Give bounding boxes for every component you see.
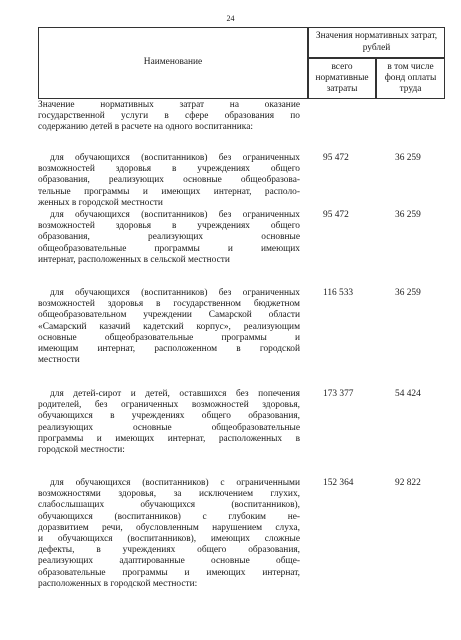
row-total: 152 364 [323, 478, 354, 488]
row-line: возможностями здоровья, за исключением глухих, [38, 489, 300, 500]
header-values: Значения нормативных затрат, рублей [308, 27, 445, 58]
row-line: программы и имеющих интернат, расположенных в [38, 433, 300, 444]
row-wage: 54 424 [395, 389, 421, 399]
row-wage: 36 259 [395, 288, 421, 298]
row-name [38, 210, 300, 266]
row-line: городской местности: [38, 445, 125, 456]
row-line: имеющим интернат, расположенном в городской [38, 344, 300, 355]
header-name: Наименование [38, 27, 308, 99]
row-line: для обучающихся (воспитанников) без ограниченных [50, 210, 300, 220]
row-line: и обучающихся (воспитанников), имеющих сложные [38, 534, 300, 545]
row-line: для обучающихся (воспитанников) без ограниченных [50, 288, 300, 298]
row-line: дефекты, в учреждениях общего образования, [38, 545, 300, 556]
row-line: обучающихся (воспитанников) с глубоким не- [38, 511, 300, 522]
row-line: доразвитием речи, обусловленным нарушением слуха, [38, 522, 300, 533]
row-line: образования, реализующих основные общеобразова- [38, 175, 300, 186]
row-line: возможностей здоровья в учреждениях общего [38, 164, 300, 175]
row-line: местности [38, 355, 80, 366]
row-line: для детей-сирот и детей, оставшихся без попечения [50, 389, 300, 399]
row-line: образования, реализующих основные [38, 232, 300, 243]
row-line: основные общеобразовательные программы и [38, 332, 300, 343]
header-wage: в том числе фонд оплаты труда [376, 58, 445, 99]
row-total: 95 472 [323, 210, 349, 220]
row-line: общеобразовательные программы и имеющих [38, 243, 300, 254]
row-line: слабослышащих обучающихся (воспитанников), [38, 500, 300, 511]
row-line: государственной услуги в сфере образования по [38, 111, 300, 122]
row-name [38, 153, 300, 209]
row-line: «Самарский казачий кадетский корпус», реализующим [38, 321, 300, 332]
row-name [38, 100, 300, 134]
row-wage: 36 259 [395, 210, 421, 220]
row-line: для обучающихся (воспитанников) без ограниченных [50, 153, 300, 163]
header-total: всего нормативные затраты [308, 58, 376, 99]
page-number: 24 [226, 14, 235, 23]
row-total: 116 533 [323, 288, 354, 298]
row-name [38, 389, 300, 456]
row-line: интернат, расположенных в сельской местности [38, 254, 230, 265]
row-line: для обучающихся (воспитанников) с ограниченными [50, 478, 300, 488]
row-total: 95 472 [323, 153, 349, 163]
row-wage: 92 822 [395, 478, 421, 488]
row-line: содержанию детей в расчете на одного воспитанника: [38, 122, 253, 133]
row-line: реализующих адаптированные основные обще- [38, 556, 300, 567]
row-line: обучающихся в учреждениях общего образования, [38, 411, 300, 422]
row-line: образовательные программы и имеющих интернат, [38, 567, 300, 578]
row-line: возможностей здоровья в учреждениях общего [38, 221, 300, 232]
row-wage: 36 259 [395, 153, 421, 163]
row-name [38, 288, 300, 366]
row-total: 173 377 [323, 389, 354, 399]
row-line: общеобразовательном учреждении Самарской области [38, 310, 300, 321]
row-line: тельные программы и имеющих интернат, располо- [38, 186, 300, 197]
row-line: возможностей здоровья в государственном бюджетном [38, 299, 300, 310]
row-line: Значение нормативных затрат на оказание [38, 100, 300, 110]
row-line: расположенных в городской местности: [38, 578, 198, 589]
row-line: женных в городской местности [38, 197, 163, 208]
row-line: родителей, без ограниченных возможностей здоровья, [38, 400, 300, 411]
row-line: реализующих основные общеобразовательные [38, 422, 300, 433]
row-name [38, 478, 300, 590]
table-header [38, 27, 445, 99]
